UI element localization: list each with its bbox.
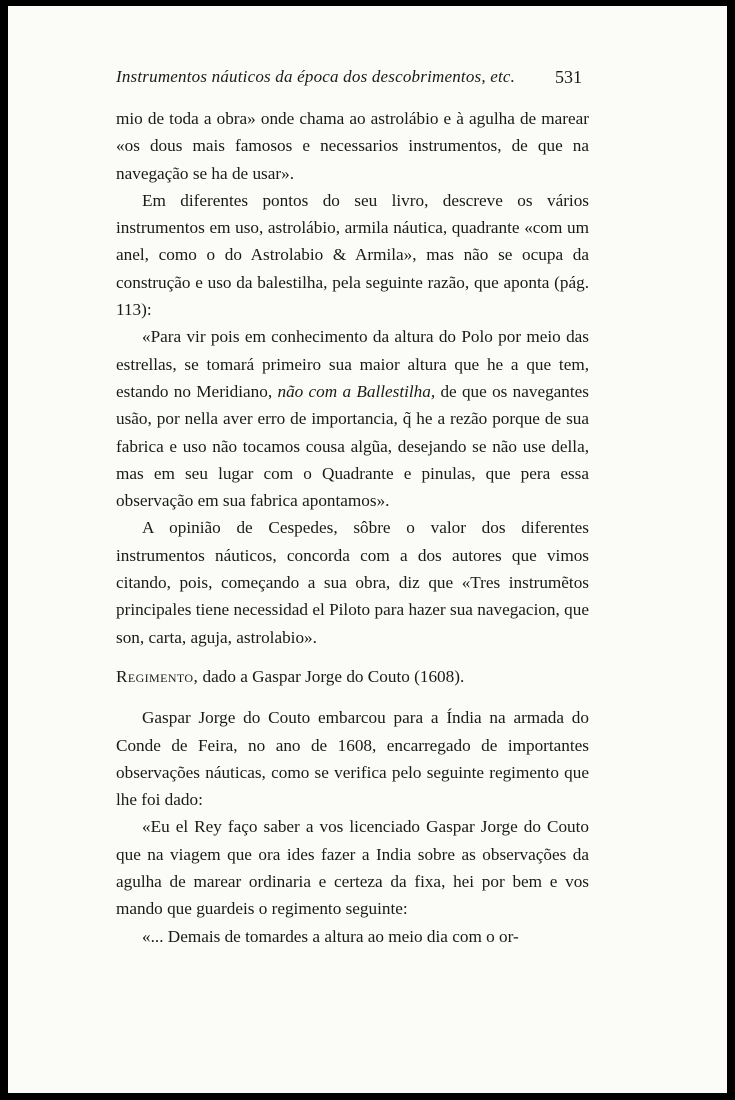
section-heading xyxy=(116,663,589,690)
running-title: Instrumentos náuticos da época dos descobrimentos, etc. xyxy=(116,67,516,86)
page-number: 531 xyxy=(555,67,582,87)
body-text xyxy=(116,105,589,950)
quote-text: de que os navegantes usão, por nella aver erro de importancia, q̃ he a rezão porque de sua fabrica e uso não tocamos cousa algũa, desejando se não use della, mas em seu lugar com o Quadrante e pinulas, que pera essa observação em sua fabrica apontamos». xyxy=(116,381,589,511)
running-header xyxy=(116,66,582,88)
paragraph: A opinião de Cespedes, sôbre o valor dos diferentes instrumentos náuticos, concorda com a dos autores que vimos citando, pois, começando a sua obra, diz que «Tres instrumẽtos principales tiene necessidad el Piloto para hazer sua navegacion, que son, carta, aguja, astrolabio». xyxy=(116,518,589,647)
quote-emphasis: não com a Ballestilha, xyxy=(277,381,436,401)
paragraph: Gaspar Jorge do Couto embarcou para a Índia na armada do Conde de Feira, no ano de 1608, encarregado de importantes observações náuticas, como se verifica pelo seguinte regimento que lhe foi dado: xyxy=(116,708,589,810)
book-page xyxy=(8,6,727,1093)
paragraph: mio de toda a obra» onde chama ao astrolábio e à agulha de marear «os dous mais famosos e necessarios instrumentos, de que na navegação se ha de usar». xyxy=(116,109,589,183)
quote-paragraph: «... Demais de tomardes a altura ao meio dia com o or- xyxy=(142,926,519,946)
quote-paragraph: «Eu el Rey faço saber a vos licenciado Gaspar Jorge do Couto que na viagem que ora ides fazer a India sobre as observações da agulha de marear ordinaria e certeza da fixa, hei por bem e vos mando que guardeis o regimento seguinte: xyxy=(116,817,589,919)
quote-text: «Para vir pois em conhecimento da altura do Polo por meio das estrellas, se tomará primeiro sua maior altura que he a que tem, estando no Meridiano, xyxy=(116,327,589,401)
heading-small-caps: Regimento, xyxy=(116,666,199,686)
heading-text: dado a Gaspar Jorge do Couto (1608). xyxy=(202,666,465,686)
paragraph: Em diferentes pontos do seu livro, descreve os vários instrumentos em uso, astrolábio, armila náutica, quadrante «com um anel, como o do Astrolabio & Armila», mas não se ocupa da construção e uso da balestilha, pela seguinte razão, que aponta (pág. 113): xyxy=(116,190,589,320)
quote-paragraph xyxy=(116,323,589,514)
